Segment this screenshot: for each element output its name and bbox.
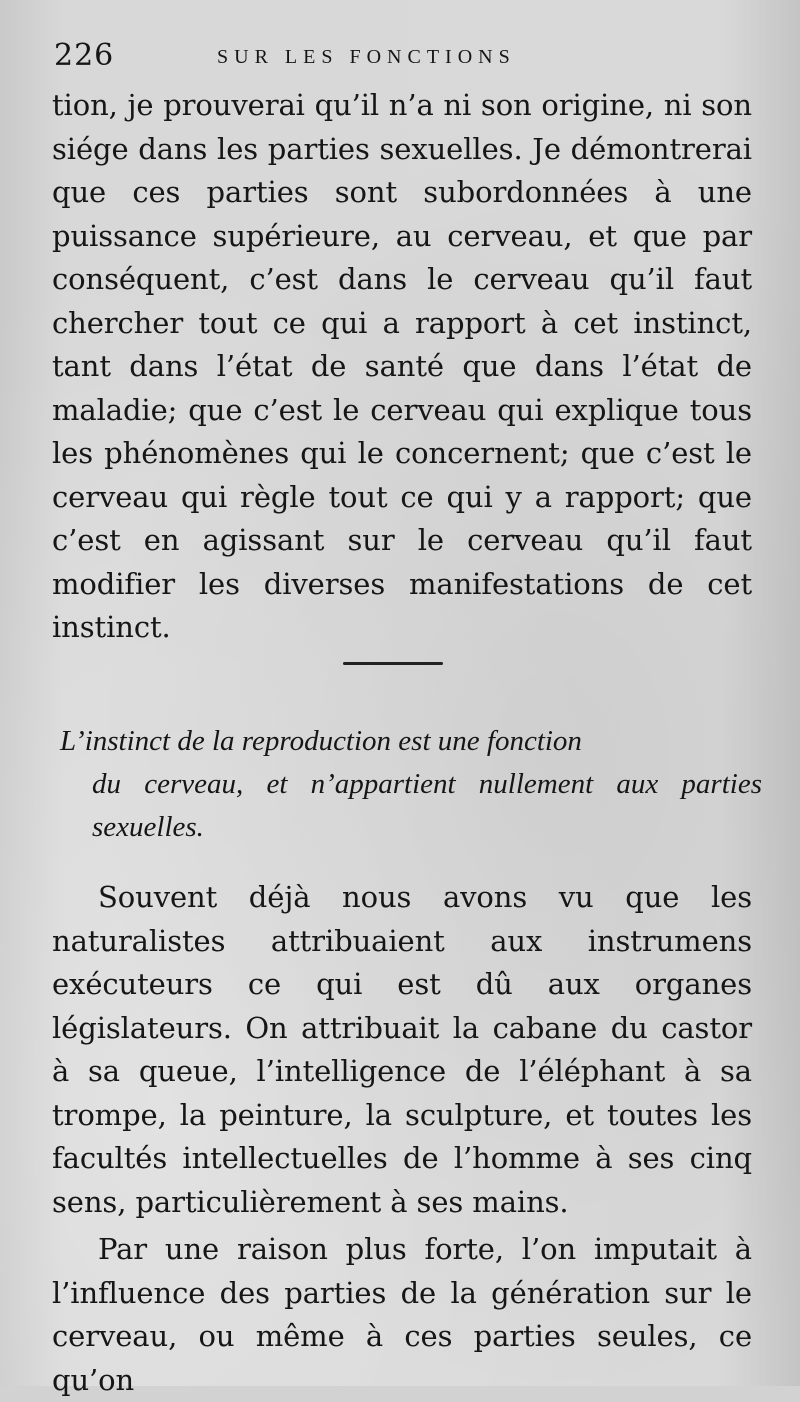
section-heading-line1: L’instinct de la reproduction est une fonction (60, 725, 582, 757)
paragraph-3: Par une raison plus forte, l’on imputait à l’influence des parties de la génération sur le cerveau, ou même à ces parties seules, ce qu’on (52, 1232, 752, 1397)
page-header (52, 38, 752, 78)
running-head: SUR LES FONCTIONS (217, 46, 516, 68)
page-number: 226 (54, 38, 115, 73)
paragraph-2: Souvent déjà nous avons vu que les naturalistes attribuaient aux instrumens exécuteurs ce qui est dû aux organes législateurs. On attribuait la cabane du castor à sa queue, l’intelligence de l’éléphant à sa trompe, la peinture, la sculpture, et toutes les facultés intellectuelles de l’homme à ses cinq sens, particulièrement à ses mains. (52, 880, 752, 1219)
section-heading-rest: du cerveau, et n’appartient nullement aux parties sexuelles. (92, 768, 762, 843)
section-divider (343, 662, 443, 665)
section-heading (52, 720, 762, 849)
paragraph-continued: tion, je prouverai qu’il n’a ni son origine, ni son siége dans les parties sexuelles. Je démontrerai que ces parties sont subordonnées à une puissance supérieure, au cerveau, et que par conséquent, c’est dans le cerveau qu’il faut chercher tout ce qui a rapport à cet instinct, tant dans l’état de santé que dans l’état de maladie; que c’est le cerveau qui explique tous les phénomènes qui le concernent; que c’est le cerveau qui règle tout ce qui y a rapport; que c’est en agissant sur le cerveau qu’il faut modifier les diverses manifestations de cet instinct. (52, 88, 752, 644)
